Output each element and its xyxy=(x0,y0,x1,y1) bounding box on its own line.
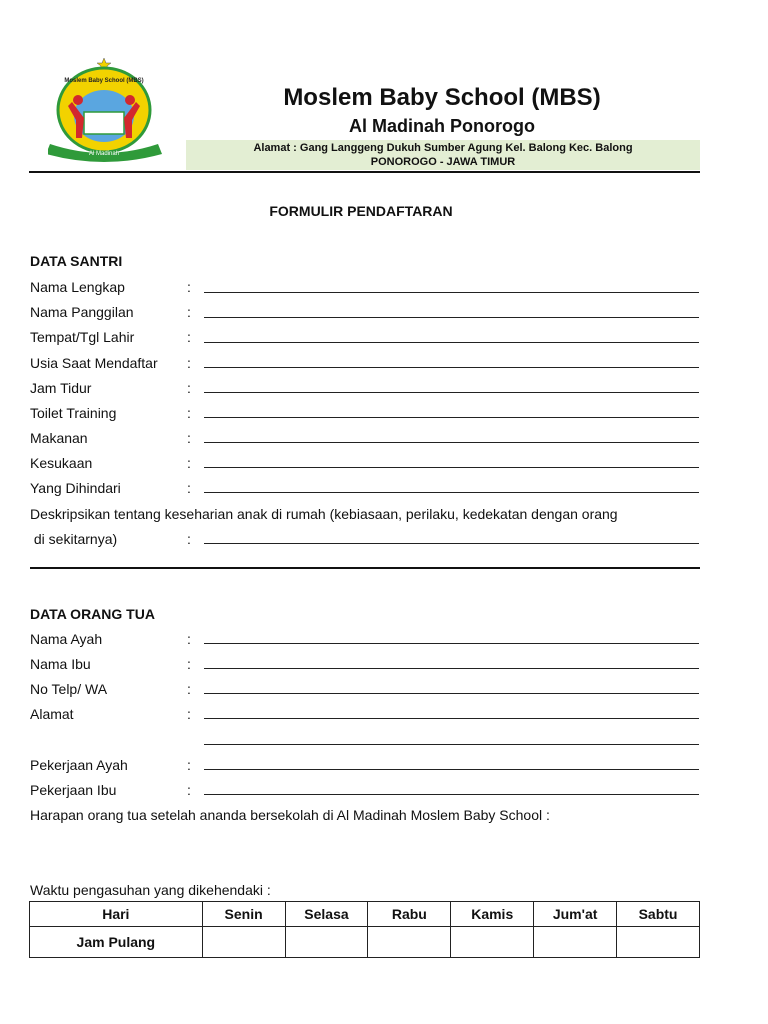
field-colon: : xyxy=(187,631,191,647)
field-line-alamat-2[interactable] xyxy=(204,744,699,745)
schedule-header-row xyxy=(30,902,700,927)
field-line-kesukaan[interactable] xyxy=(204,467,699,468)
field-label: Pekerjaan Ayah xyxy=(30,757,128,773)
field-line-deskripsi[interactable] xyxy=(204,543,699,544)
field-label: Jam Tidur xyxy=(30,380,92,396)
school-name: Moslem Baby School (MBS) xyxy=(283,84,601,111)
schedule-row-label: Jam Pulang xyxy=(30,927,203,958)
schedule-header-cell: Hari xyxy=(30,902,203,927)
schedule-header-cell: Sabtu xyxy=(617,902,700,927)
schedule-cell-senin[interactable] xyxy=(202,927,285,958)
field-label: Nama Ayah xyxy=(30,631,103,647)
schedule-header-cell: Rabu xyxy=(368,902,451,927)
field-colon: : xyxy=(187,430,191,446)
schedule-header-cell: Kamis xyxy=(451,902,534,927)
schedule-label: Waktu pengasuhan yang dikehendaki : xyxy=(30,882,271,898)
field-label: Tempat/Tgl Lahir xyxy=(30,329,135,345)
schedule-row xyxy=(30,927,700,958)
field-line-toilet-training[interactable] xyxy=(204,417,699,418)
field-line-nama-panggilan[interactable] xyxy=(204,317,699,318)
field-label: No Telp/ WA xyxy=(30,681,108,697)
field-label: Alamat xyxy=(30,706,74,722)
description-prompt: Deskripsikan tentang keseharian anak di rumah (kebiasaan, perilaku, kedekatan dengan orang xyxy=(30,506,618,522)
address-line-1: Alamat : Gang Langgeng Dukuh Sumber Agung Kel. Balong Kec. Balong xyxy=(253,142,633,154)
field-line-tempat-tgl-lahir[interactable] xyxy=(204,342,699,343)
section-title-santri: DATA SANTRI xyxy=(30,253,123,269)
field-line-alamat[interactable] xyxy=(204,718,699,719)
field-label: Pekerjaan Ibu xyxy=(30,782,117,798)
field-label: Makanan xyxy=(30,430,88,446)
field-label: Nama Panggilan xyxy=(30,304,134,320)
field-line-nama-ayah[interactable] xyxy=(204,643,699,644)
field-colon: : xyxy=(187,656,191,672)
field-label: Nama Ibu xyxy=(30,656,91,672)
schedule-header-cell: Senin xyxy=(202,902,285,927)
field-line-pekerjaan-ibu[interactable] xyxy=(204,794,699,795)
harapan-prompt: Harapan orang tua setelah ananda bersekolah di Al Madinah Moslem Baby School : xyxy=(30,807,550,823)
field-colon: : xyxy=(187,480,191,496)
field-colon: : xyxy=(187,279,191,295)
field-colon: : xyxy=(187,531,191,547)
logo-text-bottom: Al Madinah xyxy=(88,151,120,157)
schedule-cell-kamis[interactable] xyxy=(451,927,534,958)
header-divider xyxy=(29,171,700,173)
schedule-cell-selasa[interactable] xyxy=(285,927,368,958)
field-line-jam-tidur[interactable] xyxy=(204,392,699,393)
address-line-2: PONOROGO - JAWA TIMUR xyxy=(370,156,516,168)
field-label: Usia Saat Mendaftar xyxy=(30,355,158,371)
field-line-nama-ibu[interactable] xyxy=(204,668,699,669)
field-colon: : xyxy=(187,681,191,697)
schedule-table xyxy=(29,901,700,958)
field-label: Yang Dihindari xyxy=(30,480,121,496)
field-line-no-telp[interactable] xyxy=(204,693,699,694)
schedule-header-cell: Selasa xyxy=(285,902,368,927)
description-prompt-cont: di sekitarnya) xyxy=(30,531,118,547)
address-box xyxy=(186,140,700,170)
field-colon: : xyxy=(187,304,191,320)
section-title-orang-tua: DATA ORANG TUA xyxy=(30,606,155,622)
schedule-header-cell: Jum'at xyxy=(534,902,617,927)
field-colon: : xyxy=(187,757,191,773)
field-line-usia[interactable] xyxy=(204,367,699,368)
field-colon: : xyxy=(187,782,191,798)
logo-text-top: Moslem Baby School (MBS) xyxy=(64,78,144,84)
field-line-yang-dihindari[interactable] xyxy=(204,492,699,493)
field-label: Kesukaan xyxy=(30,455,93,471)
field-colon: : xyxy=(187,706,191,722)
field-colon: : xyxy=(187,405,191,421)
field-colon: : xyxy=(187,355,191,371)
field-line-pekerjaan-ayah[interactable] xyxy=(204,769,699,770)
schedule-cell-rabu[interactable] xyxy=(368,927,451,958)
schedule-cell-sabtu[interactable] xyxy=(617,927,700,958)
school-logo xyxy=(48,58,164,166)
field-label: Toilet Training xyxy=(30,405,117,421)
school-subtitle: Al Madinah Ponorogo xyxy=(349,116,535,136)
form-title: FORMULIR PENDAFTARAN xyxy=(269,203,453,219)
field-colon: : xyxy=(187,380,191,396)
section-divider xyxy=(30,567,700,569)
schedule-cell-jumat[interactable] xyxy=(534,927,617,958)
field-line-nama-lengkap[interactable] xyxy=(204,292,699,293)
field-colon: : xyxy=(187,329,191,345)
field-label: Nama Lengkap xyxy=(30,279,125,295)
field-line-makanan[interactable] xyxy=(204,442,699,443)
field-colon: : xyxy=(187,455,191,471)
